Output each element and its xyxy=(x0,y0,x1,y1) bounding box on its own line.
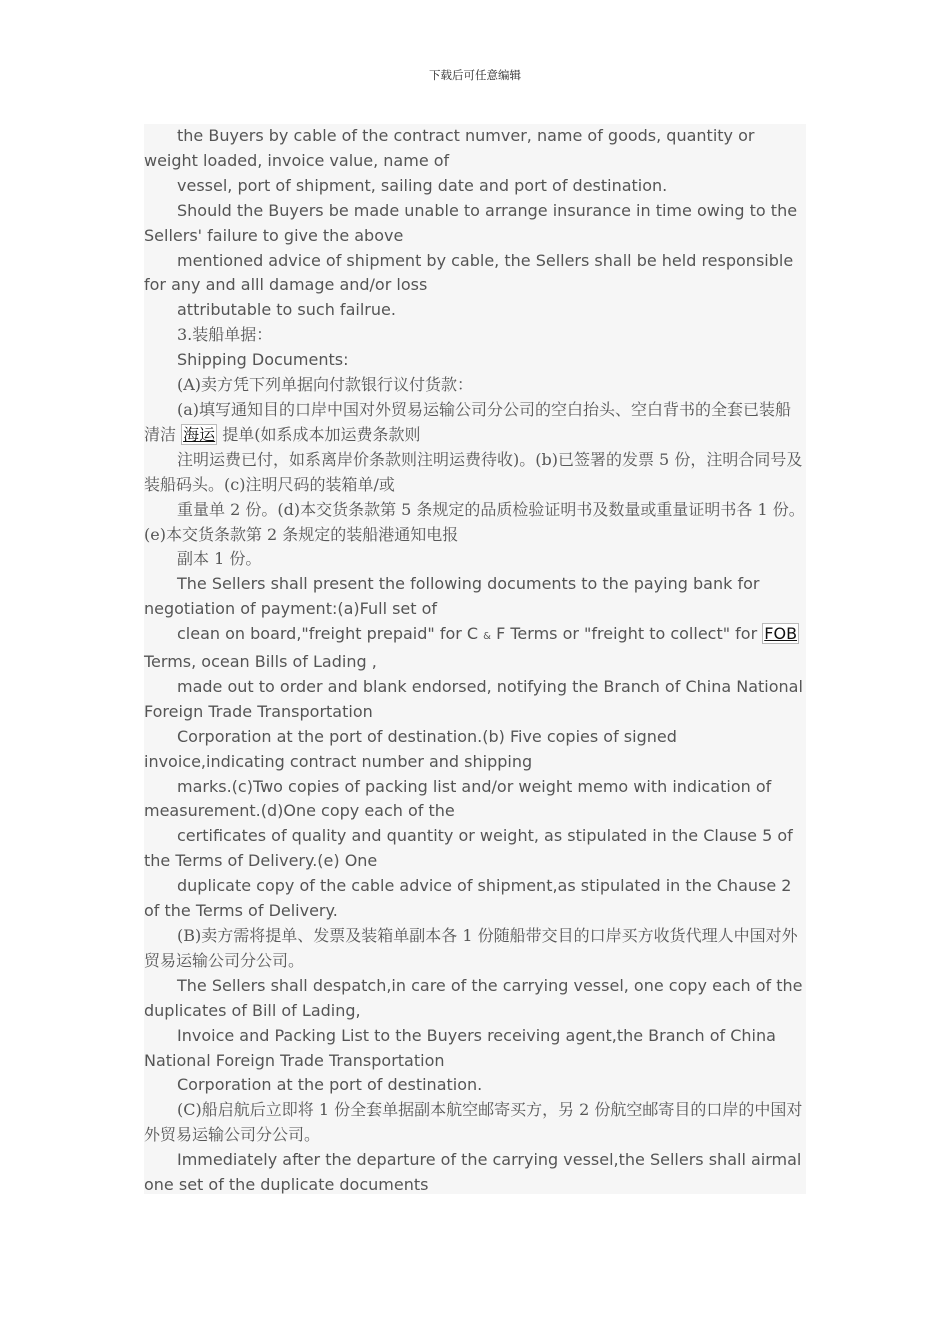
paragraph-attributable: attributable to such failrue. xyxy=(177,300,396,320)
clause-text: F Terms or "freight to collect" for xyxy=(496,624,758,644)
clause-text: (a)填写通知目的口岸中国对外贸易运输公司分公司的空白抬头、空白背书的全套已装船清洁 xyxy=(144,399,792,444)
clause-a-cn: (A)卖方凭下列单据向付款银行议付货款： xyxy=(177,375,474,395)
paragraph-present-documents: The Sellers shall present the following documents to the paying bank for negotiation of payment:(a)Full set of xyxy=(144,574,760,619)
clause-weight-memo-cn: 重量单 2 份。(d)本交货条款第 5 条规定的品质检验证明书及数量或重量证明书各 1 份。(e)本交货条款第 2 条规定的装船港通知电报 xyxy=(144,499,805,544)
paragraph-immediately: Immediately after the departure of the carrying vessel,the Sellers shall airmal one set of the duplicate documents xyxy=(144,1150,802,1195)
paragraph-corporation-invoice: Corporation at the port of destination.(b) Five copies of signed invoice,indicating contract number and shipping xyxy=(144,726,677,771)
clause-b-cn: (B)卖方需将提单、发票及装箱单副本各 1 份随船带交目的口岸买方收货代理人中国对外贸易运输公司分公司。 xyxy=(144,926,798,970)
paragraph-marks: marks.(c)Two copies of packing list and/or weight memo with indication of measurement.(d)One copy each of the xyxy=(144,776,772,821)
paragraph-vessel-port: vessel, port of shipment, sailing date and port of destination. xyxy=(177,175,668,195)
paragraph-corporation-destination: Corporation at the port of destination. xyxy=(177,1075,483,1095)
paragraph-certificates: certificates of quality and quantity or weight, as stipulated in the Clause 5 of the Terms of Delivery.(e) One xyxy=(144,826,793,871)
clause-freight-cn: 注明运费已付，如系离岸价条款则注明运费待收)。(b)已签署的发票 5 份，注明合同号及装船码头。(c)注明尺码的装箱单/或 xyxy=(144,449,803,494)
clause-text: clean on board,"freight prepaid" for C xyxy=(177,624,479,644)
ocean-link[interactable]: 海运 xyxy=(183,424,216,444)
paragraph-responsible: mentioned advice of shipment by cable, the Sellers shall be held responsible for any and alll damage and/or loss xyxy=(144,250,794,295)
page-header: 下载后可任意编辑 xyxy=(429,68,521,82)
paragraph-clean-on-board xyxy=(144,622,806,675)
clause-copy-cn: 副本 1 份。 xyxy=(177,549,262,569)
clause-a-item-a-cn xyxy=(144,398,806,448)
fob-link[interactable]: FOB xyxy=(764,624,798,644)
paragraph-insurance: Should the Buyers be made unable to arrange insurance in time owing to the Sellers' failure to give the above xyxy=(144,200,798,245)
section-heading-shipping-docs-cn: 3.装船单据： xyxy=(177,325,273,345)
clause-text: Terms, ocean Bills of Lading , xyxy=(144,652,377,672)
paragraph-duplicate-copy: duplicate copy of the cable advice of shipment,as stipulated in the Chause 2 of the Terms of Delivery. xyxy=(144,876,792,921)
paragraph-despatch: The Sellers shall despatch,in care of the carrying vessel, one copy each of the duplicates of Bill of Lading, xyxy=(144,975,803,1020)
paragraph-made-out: made out to order and blank endorsed, notifying the Branch of China National Foreign Trade Transportation xyxy=(144,676,803,721)
ampersand: & xyxy=(483,631,491,643)
paragraph-invoice-packing: Invoice and Packing List to the Buyers receiving agent,the Branch of China National Foreign Trade Transportation xyxy=(144,1025,776,1070)
clause-c-cn: (C)船启航后立即将 1 份全套单据副本航空邮寄买方，另 2 份航空邮寄目的口岸的中国对外贸易运输公司分公司。 xyxy=(144,1100,803,1145)
document-body xyxy=(144,124,806,1194)
paragraph-advice-cable: the Buyers by cable of the contract numver, name of goods, quantity or weight loaded, invoice value, name of xyxy=(144,126,755,170)
section-heading-shipping-docs: Shipping Documents: xyxy=(177,350,349,370)
clause-text: 提单(如系成本加运费条款则 xyxy=(222,424,421,444)
